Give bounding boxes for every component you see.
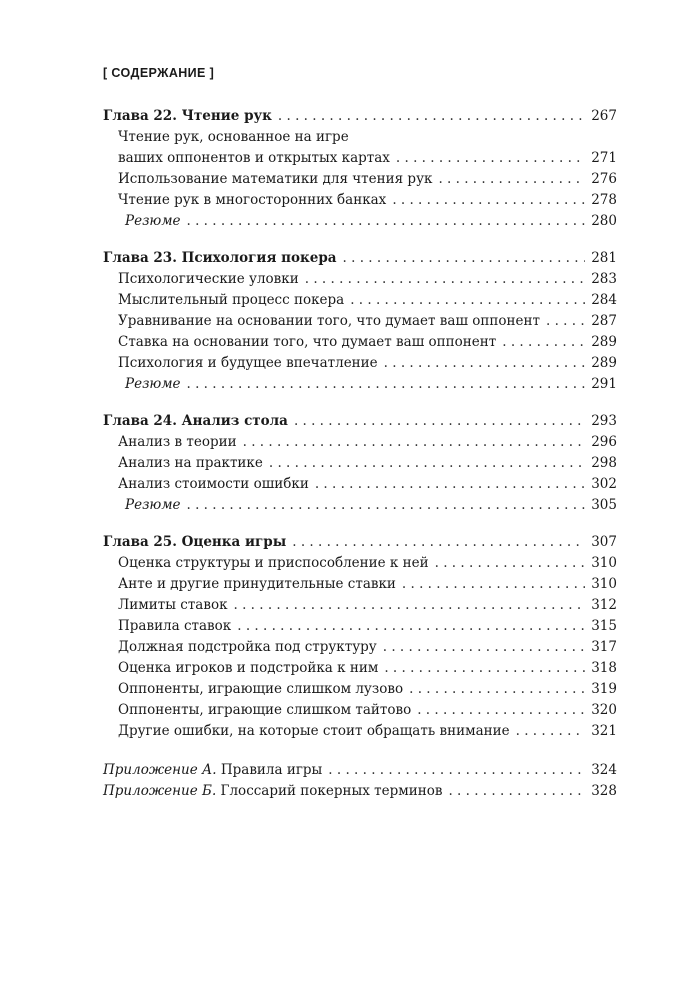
page-number: 296 [591,434,617,450]
resume-label: Резюме [125,497,181,513]
toc-item[interactable] [103,269,617,290]
page-number: 310 [591,576,617,592]
page-number: 317 [591,639,617,655]
chapter-title-row[interactable] [103,532,617,553]
leader-dots [384,658,585,679]
toc-item-label: Анте и другие принудительные ставки [118,576,396,592]
toc-item-label: Анализ стоимости ошибки [118,476,309,492]
resume-label: Резюме [125,376,181,392]
toc-item[interactable] [103,432,617,453]
appendices [103,760,617,802]
leader-dots [502,332,585,353]
leader-dots [187,211,586,232]
page-number: 315 [591,618,617,634]
leader-dots [546,311,585,332]
toc-item-label: Оппоненты, играющие слишком лузово [118,681,404,697]
leader-dots [294,411,585,432]
toc-item[interactable] [103,721,617,742]
toc-resume[interactable] [103,374,617,395]
toc-item-label: Мыслительный процесс покера [118,292,345,308]
appendix-title: Правила игры [220,762,323,778]
toc-item[interactable] [103,658,617,679]
leader-dots [328,760,585,781]
toc-item-label: Другие ошибки, на которые стоит обращать внимание [118,723,510,739]
page-number: 281 [591,250,617,266]
leader-dots [435,553,586,574]
toc-item[interactable] [103,637,617,658]
resume-label: Резюме [125,213,181,229]
leader-dots [187,374,586,395]
chapter-title-row[interactable] [103,248,617,269]
chapter-title-row[interactable] [103,106,617,127]
toc-item-label: Чтение рук в многосторонних банках [118,192,387,208]
toc-resume[interactable] [103,211,617,232]
leader-dots [278,106,585,127]
page-number: 284 [591,292,617,308]
chapter-23 [103,248,617,395]
page-number: 271 [591,150,617,166]
leader-dots [315,474,585,495]
page-number: 298 [591,455,617,471]
page-number: 287 [591,313,617,329]
page-number: 278 [591,192,617,208]
appendix-prefix: Приложение А. [103,762,217,778]
toc-item-label: Психология и будущее впечатление [118,355,378,371]
toc-item[interactable] [103,127,617,169]
toc-item-label: Оценка структуры и приспособление к ней [118,555,429,571]
toc-item[interactable] [103,553,617,574]
toc-item[interactable] [103,595,617,616]
page-number: 324 [591,762,617,778]
toc-item-label-line1: Чтение рук, основанное на игре [118,129,349,145]
toc-item[interactable] [103,574,617,595]
page-number: 310 [591,555,617,571]
toc-item[interactable] [103,453,617,474]
page-number: 320 [591,702,617,718]
toc-item-label-line2: ваших оппонентов и открытых картах [118,150,390,166]
toc-item[interactable] [103,616,617,637]
leader-dots [269,453,585,474]
toc-item-label: Использование математики для чтения рук [118,171,433,187]
page-number: 302 [591,476,617,492]
page-number: 328 [591,783,617,799]
page-header: [ СОДЕРЖАНИЕ ] [103,66,215,80]
appendix-title: Глоссарий покерных терминов [220,783,443,799]
toc-item[interactable] [103,679,617,700]
page-number: 280 [591,213,617,229]
chapter-title: Глава 24. Анализ стола [103,413,288,429]
leader-dots [392,190,585,211]
toc-item[interactable] [103,700,617,721]
leader-dots [409,679,585,700]
leader-dots [237,616,585,637]
page-number: 291 [591,376,617,392]
leader-dots [402,574,585,595]
leader-dots [516,721,586,742]
chapter-22 [103,106,617,232]
toc-resume[interactable] [103,495,617,516]
toc-item[interactable] [103,353,617,374]
toc-item[interactable] [103,474,617,495]
appendix-row[interactable] [103,760,617,781]
leader-dots [448,781,585,802]
appendix-row[interactable] [103,781,617,802]
toc-item[interactable] [103,190,617,211]
chapter-25 [103,532,617,742]
leader-dots [383,637,585,658]
page-number: 267 [591,108,617,124]
leader-dots [234,595,586,616]
page-number: 305 [591,497,617,513]
page-number: 289 [591,355,617,371]
toc-item-label: Уравнивание на основании того, что думает ваш оппонент [118,313,540,329]
page-number: 276 [591,171,617,187]
page-number: 293 [591,413,617,429]
leader-dots [417,700,585,721]
page-number: 307 [591,534,617,550]
page-number: 321 [591,723,617,739]
toc-item-label: Правила ставок [118,618,232,634]
toc-item-label: Анализ на практике [118,455,263,471]
leader-dots [396,148,585,169]
appendix-label [103,760,322,781]
appendix-prefix: Приложение Б. [103,783,217,799]
page-number: 318 [591,660,617,676]
toc-item-label: Анализ в теории [118,434,237,450]
leader-dots [187,495,586,516]
page-number: 289 [591,334,617,350]
toc-item-label: Оценка игроков и подстройка к ним [118,660,379,676]
leader-dots [350,290,585,311]
toc-item-label [118,127,390,169]
toc-item-label: Должная подстройка под структуру [118,639,377,655]
leader-dots [243,432,586,453]
toc-item-label: Ставка на основании того, что думает ваш оппонент [118,334,497,350]
toc-item[interactable] [103,290,617,311]
page-number: 312 [591,597,617,613]
chapter-title: Глава 25. Оценка игры [103,534,287,550]
toc-item[interactable] [103,332,617,353]
leader-dots [343,248,586,269]
chapter-title: Глава 22. Чтение рук [103,108,272,124]
chapter-title-row[interactable] [103,411,617,432]
toc-item-label: Психологические уловки [118,271,299,287]
leader-dots [384,353,586,374]
table-of-contents [103,106,617,802]
toc-item-label: Оппоненты, играющие слишком тайтово [118,702,412,718]
chapter-title: Глава 23. Психология покера [103,250,337,266]
leader-dots [438,169,585,190]
appendix-label [103,781,442,802]
toc-item-label: Лимиты ставок [118,597,228,613]
page-number: 283 [591,271,617,287]
toc-item[interactable] [103,169,617,190]
leader-dots [292,532,585,553]
toc-item[interactable] [103,311,617,332]
leader-dots [305,269,585,290]
page-number: 319 [591,681,617,697]
chapter-24 [103,411,617,516]
